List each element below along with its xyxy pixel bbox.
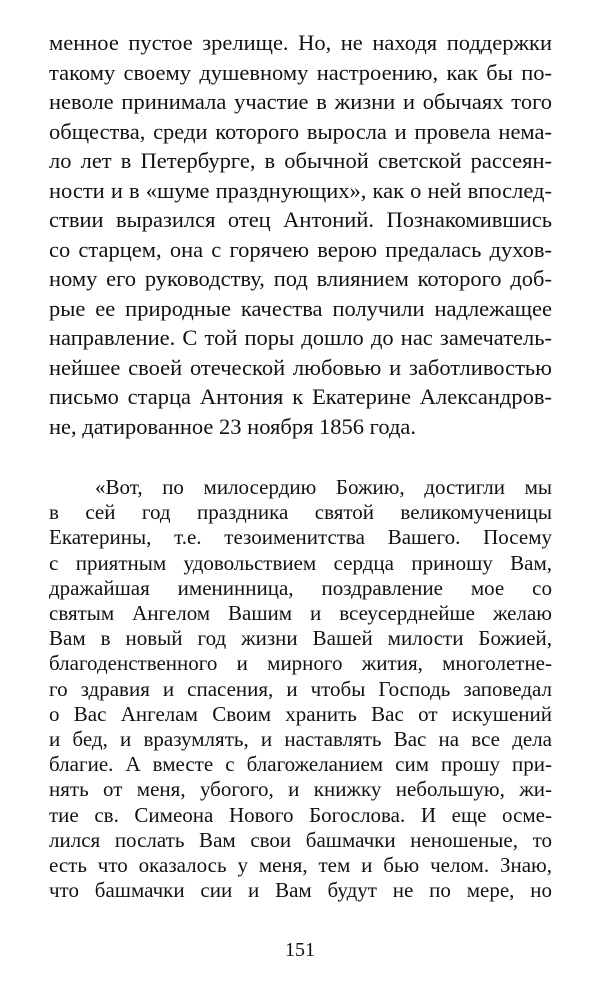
text-line: общества, среди которого выросла и провела нема- xyxy=(49,118,552,144)
text-line: и бед, и вразумлять, и наставлять Вас на все дела xyxy=(49,727,552,751)
text-line: ствии выразился отец Антоний. Познакомившись xyxy=(49,207,552,232)
text-line: письмо старца Антония к Екатерине Александров- xyxy=(49,384,552,409)
text-line: нейшее своей отеческой любовью и заботливостью xyxy=(49,354,552,380)
text-line: со старцем, она с горячею верою предалась духов- xyxy=(49,236,552,262)
text-line: не, датированное 23 ноября 1856 года. xyxy=(49,413,416,439)
text-line: направление. С той поры дошло до нас замечатель- xyxy=(49,325,552,350)
text-line: ности и в «шуме празднующих», как о ней впослед- xyxy=(49,177,552,203)
text-line: о Вас Ангелам Своим хранить Вас от искушений xyxy=(49,701,552,726)
text-line: ло лет в Петербурге, в обычной светской рассеян- xyxy=(49,148,552,173)
text-line: лился послать Вам свои башмачки неношеные, то xyxy=(49,827,552,852)
text-line: святым Ангелом Вашим и всеусерднейше желаю xyxy=(49,601,552,625)
text-line: Вам в новый год жизни Вашей милости Божией, xyxy=(49,626,552,651)
text-line: с приятным удовольствием сердца приношу Вам, xyxy=(49,550,552,575)
text-line: благие. А вместе с благожеланием сим прошу при- xyxy=(49,752,552,777)
text-line: «Вот, по милосердию Божию, достигли мы xyxy=(95,475,552,499)
text-line: неволе принимала участие в жизни и обычаях того xyxy=(49,89,552,114)
text-line: ному его руководству, под влиянием которого доб- xyxy=(49,266,552,291)
text-line: такому своему душевному настроению, как бы по- xyxy=(49,59,552,85)
text-line: есть что оказалось у меня, тем и бью челом. Знаю, xyxy=(49,853,552,877)
text-line: менное пустое зрелище. Но, не находя поддержки xyxy=(49,30,552,55)
text-line: тие св. Симеона Нового Богослова. И еще осме- xyxy=(49,802,552,827)
page-number: 151 xyxy=(285,939,315,961)
text-line: рые ее природные качества получили надлежащее xyxy=(49,295,552,321)
text-line: что башмачки сии и Вам будут не по мере, но xyxy=(49,878,552,903)
text-line: Екатерины, т.е. тезоименитства Вашего. Посему xyxy=(49,525,552,550)
text-line: благоденственного и мирного жития, многолетне- xyxy=(49,651,552,676)
text-line: го здравия и спасения, и чтобы Господь заповедал xyxy=(49,676,552,701)
text-line: нять от меня, убогого, и книжку небольшую, жи- xyxy=(49,777,552,802)
text-line: дражайшая именинница, поздравление мое со xyxy=(49,575,552,600)
text-line: в сей год праздника святой великомученицы xyxy=(49,500,552,525)
